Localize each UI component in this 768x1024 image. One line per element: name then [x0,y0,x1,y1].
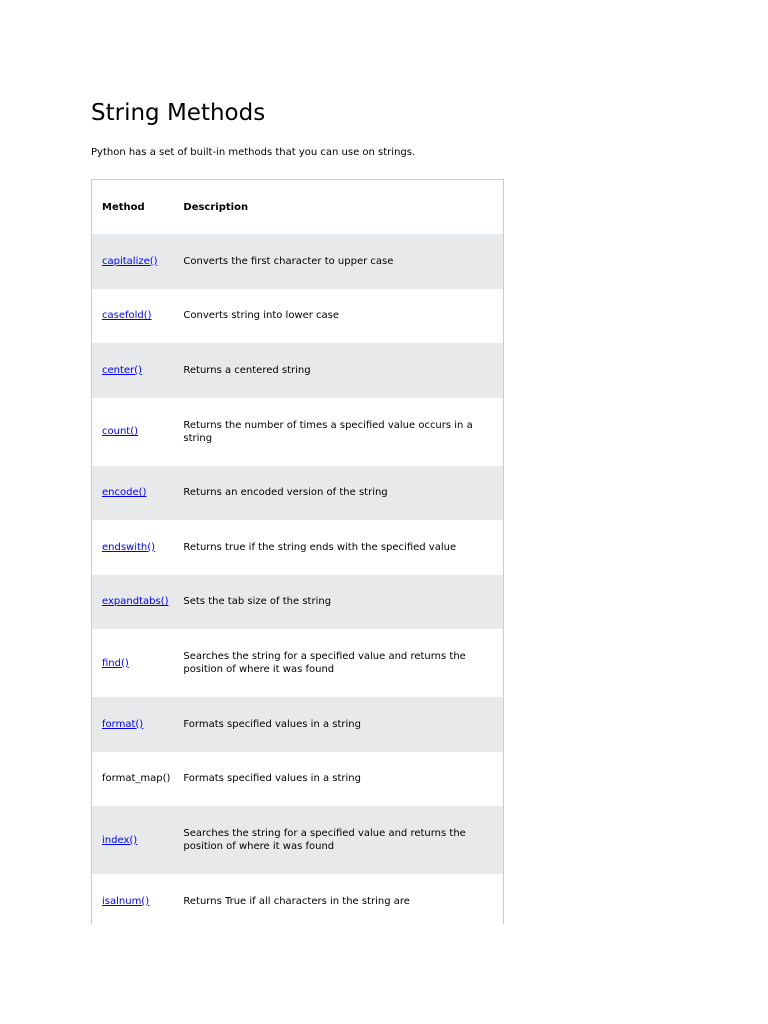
column-header-method: Method [102,201,145,213]
method-description: Searches the string for a specified value and returns the position of where it was found [183,828,466,852]
table-row [92,234,503,289]
table-row [92,575,503,630]
method-link-isalnum[interactable]: isalnum() [102,895,150,907]
method-link-capitalize[interactable]: capitalize() [102,255,158,267]
table-row [92,697,503,752]
method-description: Converts the first character to upper case [183,255,394,267]
table-row [92,398,503,466]
table-header-row [92,180,503,234]
method-link-expandtabs[interactable]: expandtabs() [102,596,169,608]
method-link-format[interactable]: format() [102,718,144,730]
table-row [92,466,503,521]
table-row [92,629,503,697]
method-description: Returns true if the string ends with the specified value [183,541,457,553]
table-row [92,289,503,344]
method-description: Formats specified values in a string [183,773,361,785]
method-description: Formats specified values in a string [183,718,361,730]
method-name-format-map: format_map() [102,773,171,785]
intro-paragraph: Python has a set of built-in methods that you can use on strings. [91,147,416,158]
method-link-center[interactable]: center() [102,364,142,376]
method-description: Returns an encoded version of the string [183,487,388,499]
string-methods-table [91,179,504,924]
method-description: Searches the string for a specified value and returns the position of where it was found [183,651,466,675]
method-link-encode[interactable]: encode() [102,487,147,499]
page-title: String Methods [91,100,266,126]
table-row [92,806,503,874]
method-link-count[interactable]: count() [102,426,139,437]
column-header-description: Description [183,201,249,213]
method-description: Sets the tab size of the string [183,596,332,608]
table-row [92,874,503,924]
method-link-find[interactable]: find() [102,657,129,669]
method-description: Returns a centered string [183,364,311,376]
method-description: Returns True if all characters in the string are [183,895,410,907]
method-link-endswith[interactable]: endswith() [102,541,156,553]
method-description: Returns the number of times a specified value occurs in a string [183,419,473,444]
table-row [92,520,503,575]
table-row [92,752,503,807]
method-description: Converts string into lower case [183,310,340,322]
table-row [92,343,503,398]
method-link-casefold[interactable]: casefold() [102,310,152,322]
method-link-index[interactable]: index() [102,834,138,846]
